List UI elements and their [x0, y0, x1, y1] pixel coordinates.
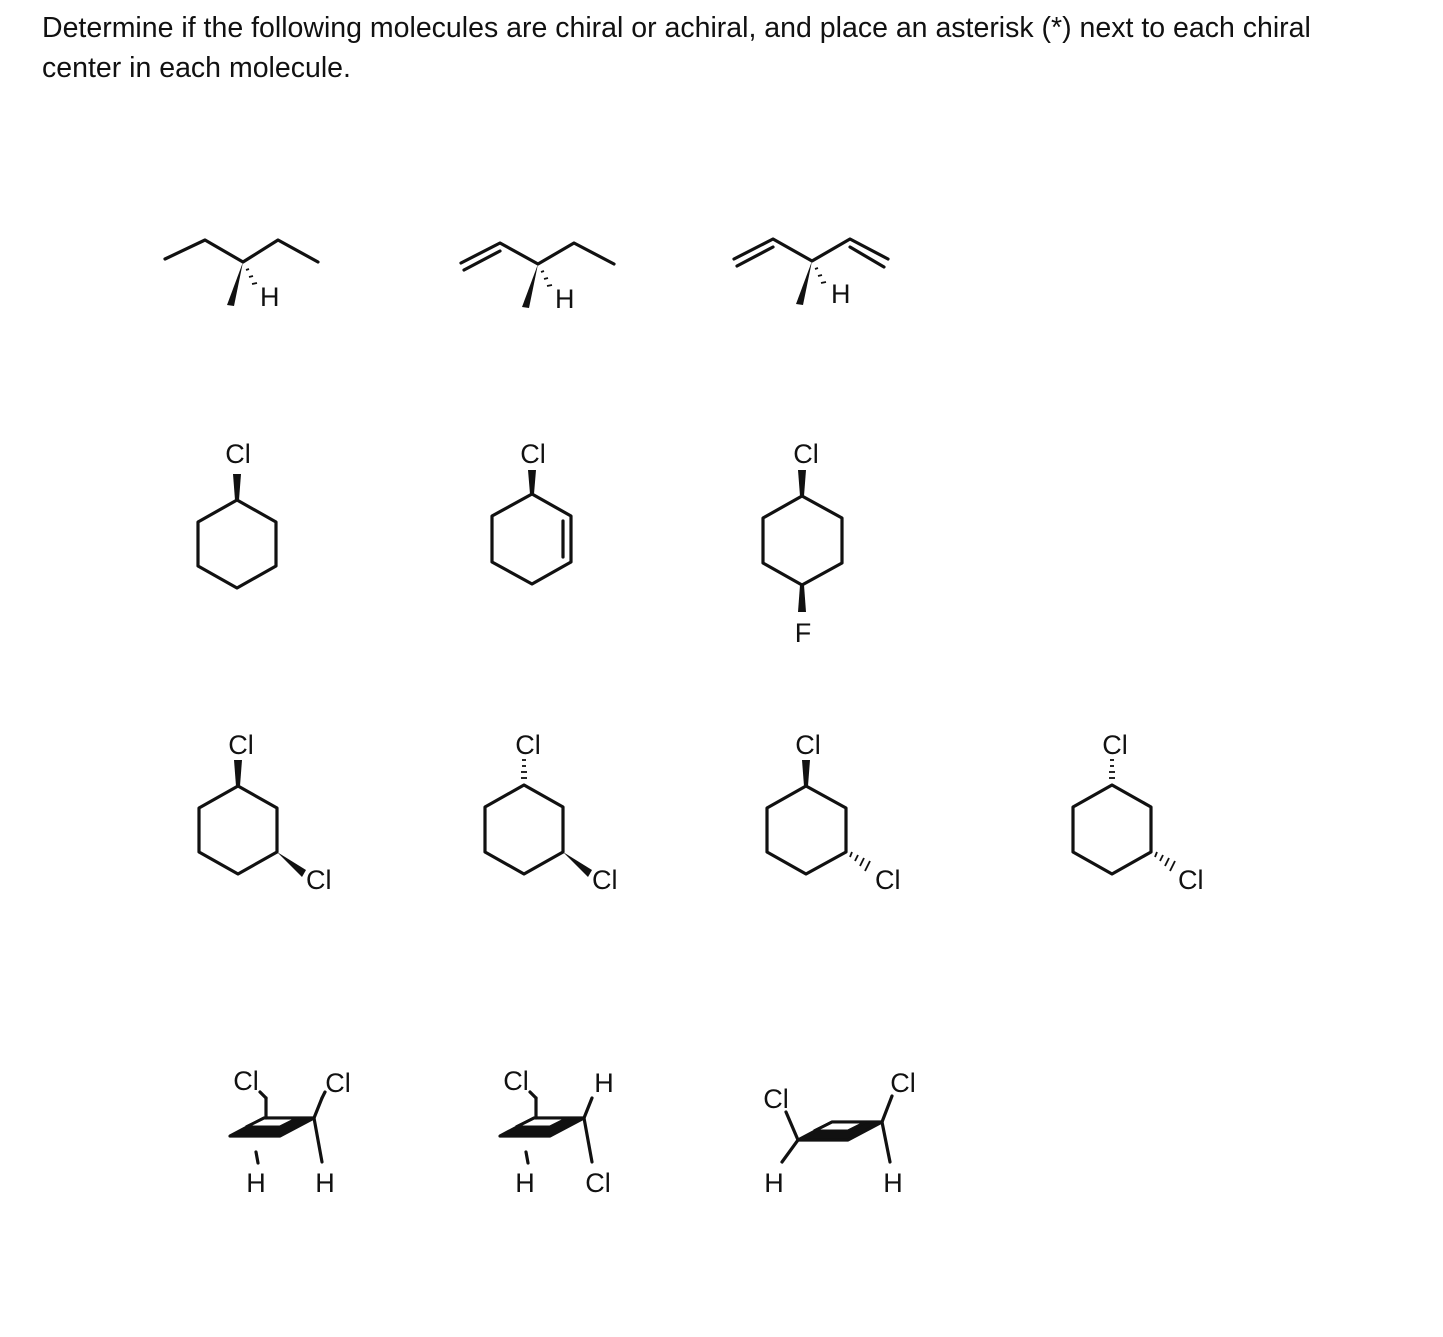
chlorine-label: Cl	[325, 1068, 351, 1098]
chlorine-label: Cl	[306, 865, 332, 895]
hydrogen-label: H	[246, 1168, 266, 1198]
hydrogen-label: H	[515, 1168, 535, 1198]
hydrogen-label: H	[831, 279, 851, 309]
molecule-r1c1	[165, 240, 318, 312]
chlorine-label: Cl	[795, 730, 821, 760]
chlorine-label: Cl	[1102, 730, 1128, 760]
molecule-r1c2	[461, 243, 614, 314]
chlorine-label: Cl	[890, 1068, 916, 1098]
molecule-r2c2	[492, 439, 571, 584]
molecule-r2c3	[763, 439, 842, 648]
question-text: Determine if the following molecules are chiral or achiral, and place an asterisk (*) next to each chiral center in each molecule.	[42, 12, 1311, 84]
molecule-r2c1	[198, 439, 276, 588]
hydrogen-label: H	[594, 1068, 614, 1098]
molecule-r4c2	[500, 1066, 614, 1198]
chlorine-label: Cl	[520, 439, 546, 469]
molecule-r3c2	[485, 730, 618, 895]
molecule-r3c3	[767, 730, 901, 895]
chlorine-label: Cl	[233, 1066, 259, 1096]
chlorine-label: Cl	[515, 730, 541, 760]
chlorine-label: Cl	[592, 865, 618, 895]
molecule-r4c1	[230, 1066, 351, 1198]
hydrogen-label: H	[260, 282, 280, 312]
chlorine-label: Cl	[585, 1168, 611, 1198]
molecule-r3c4	[1073, 730, 1204, 895]
molecule-r3c1	[199, 730, 332, 895]
chlorine-label: Cl	[875, 865, 901, 895]
molecule-r1c3	[734, 239, 888, 309]
chlorine-label: Cl	[228, 730, 254, 760]
chlorine-label: Cl	[225, 439, 251, 469]
chlorine-label: Cl	[503, 1066, 529, 1096]
chlorine-label: Cl	[793, 439, 819, 469]
hydrogen-label: H	[315, 1168, 335, 1198]
chlorine-label: Cl	[1178, 865, 1204, 895]
fluorine-label: F	[794, 618, 812, 648]
hydrogen-label: H	[883, 1168, 903, 1198]
molecule-r4c3	[763, 1068, 916, 1198]
hydrogen-label: H	[555, 284, 575, 314]
hydrogen-label: H	[764, 1168, 784, 1198]
chlorine-label: Cl	[763, 1084, 789, 1114]
